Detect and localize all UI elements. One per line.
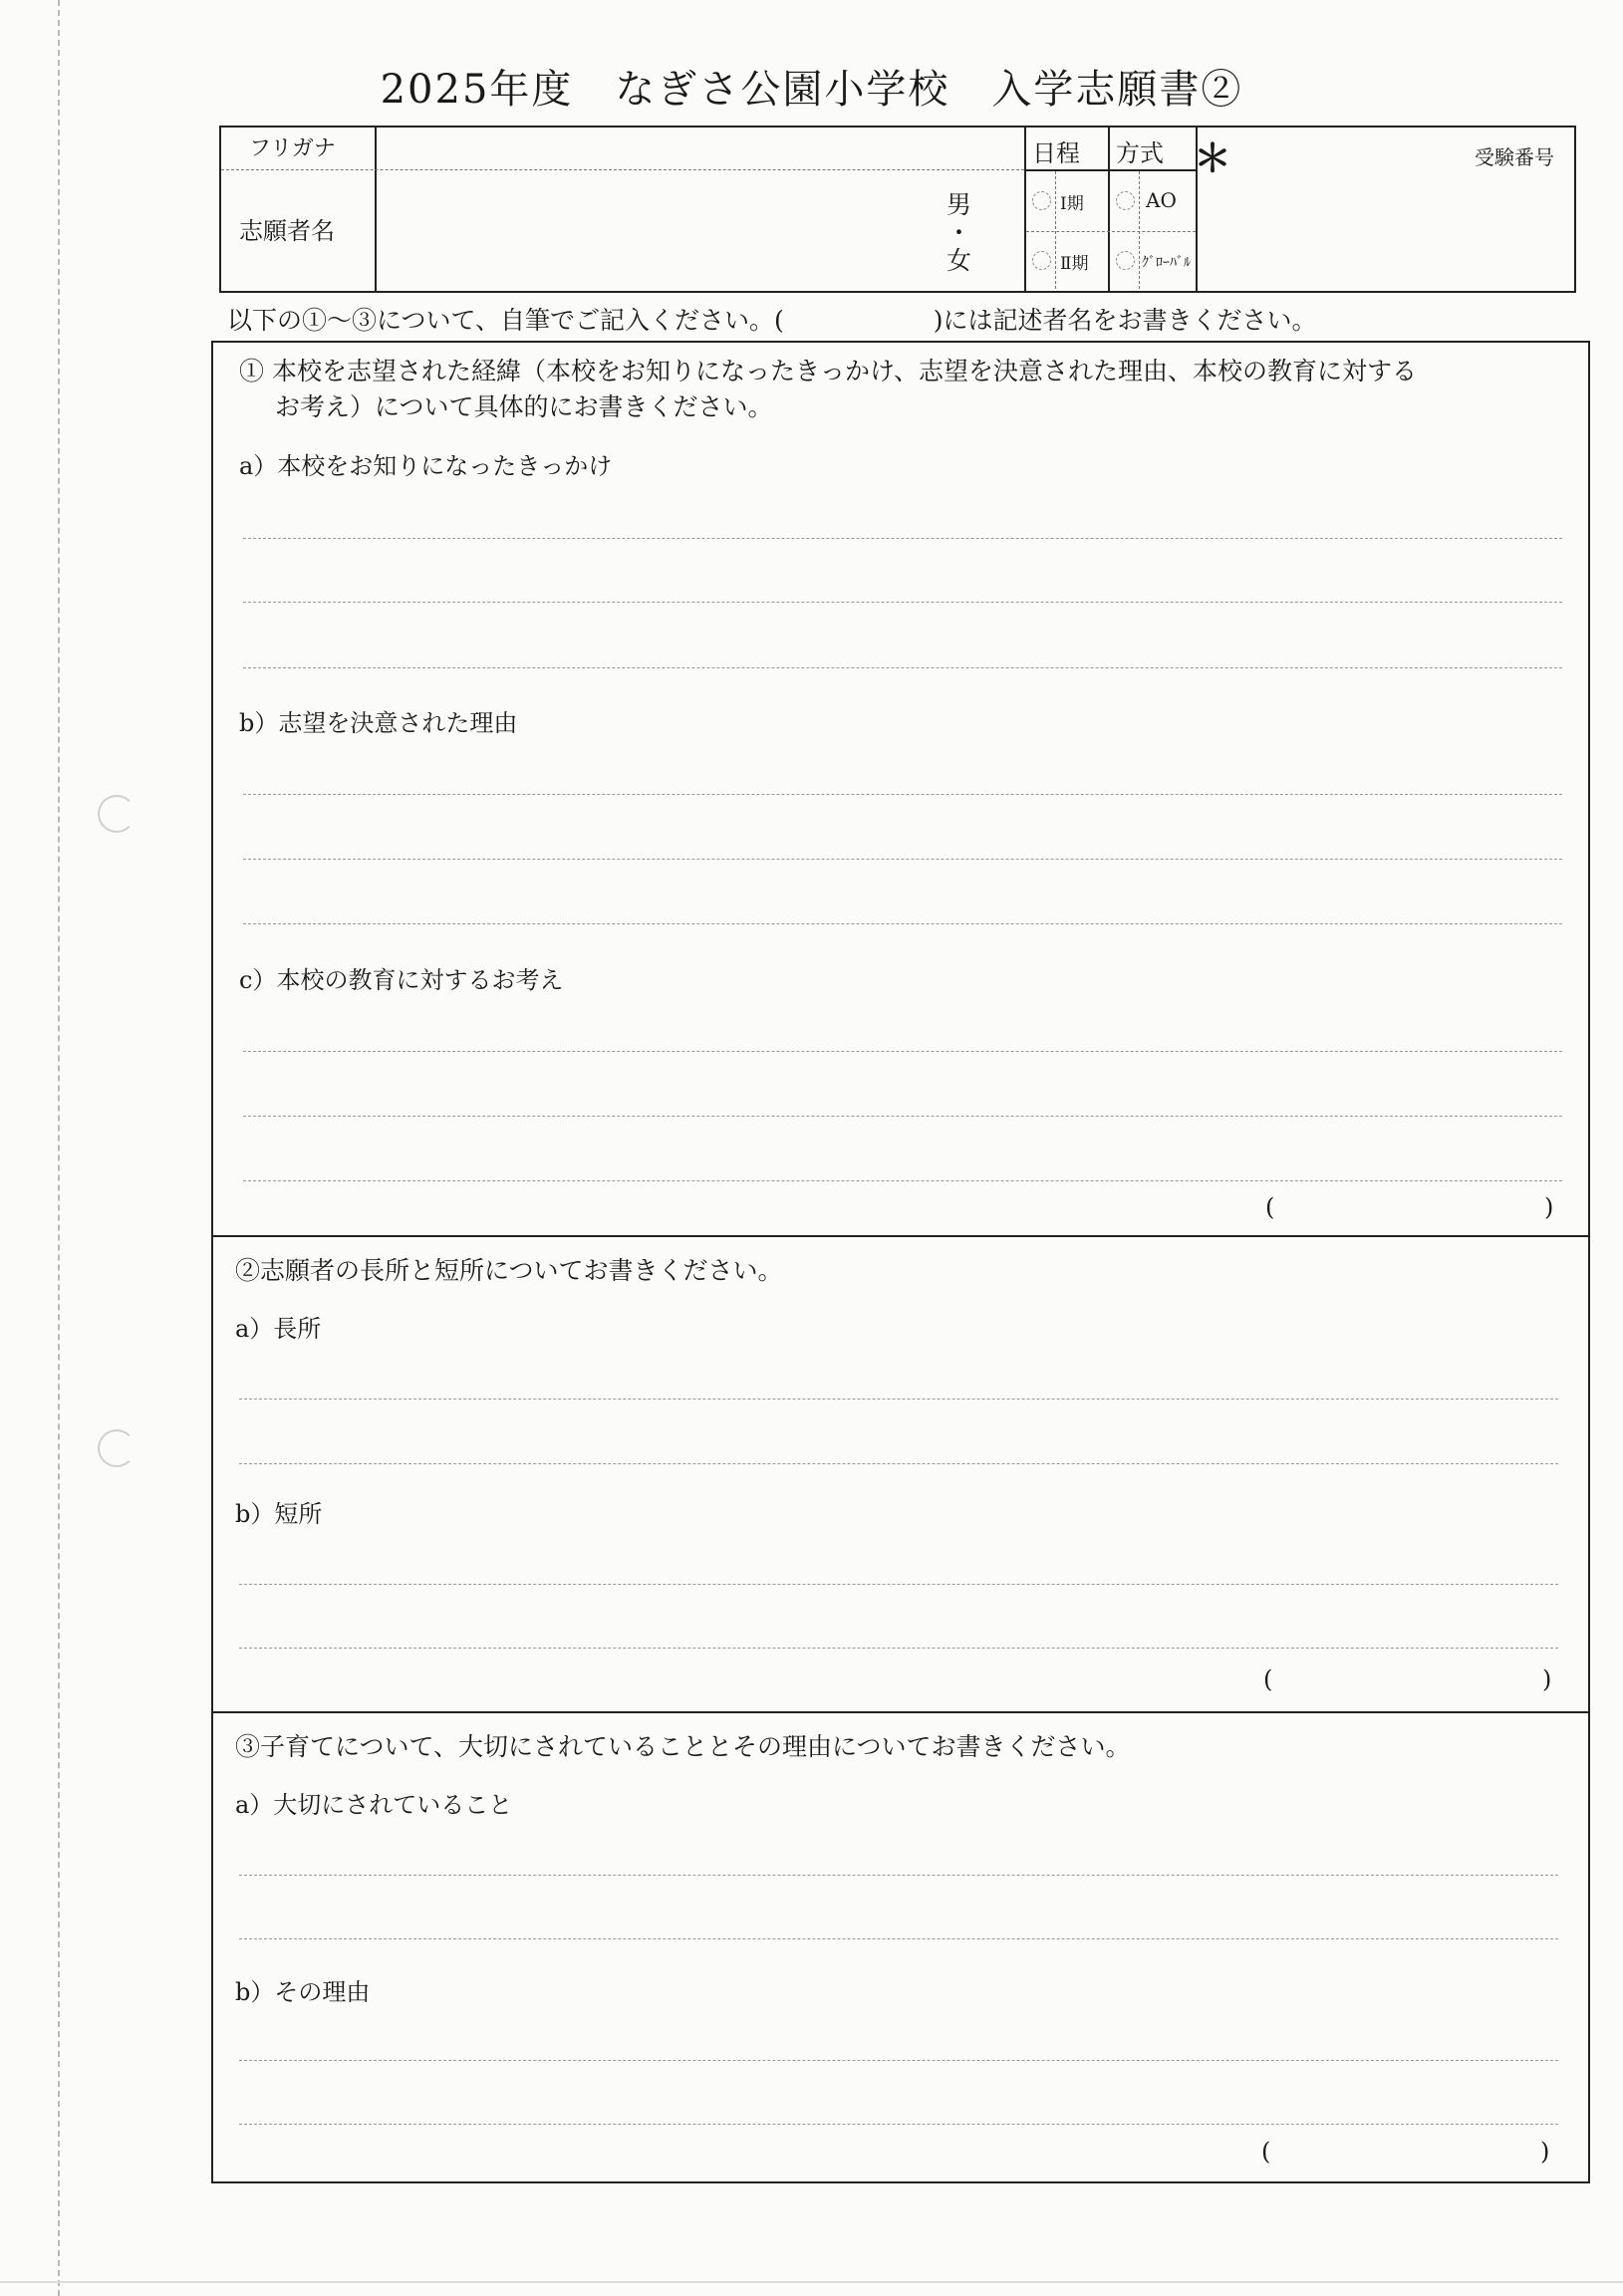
exam-number-field[interactable]	[1245, 171, 1564, 285]
page-bottom-edge	[0, 2281, 1623, 2283]
applicant-name-label: 志願者名	[239, 217, 335, 245]
section-3-question: ③子育てについて、大切にされていることとその理由についてお書きください。	[235, 1732, 1131, 1761]
schedule-1-label: Ⅰ期	[1060, 194, 1084, 214]
section-3-sub-b: b）その理由	[235, 1978, 371, 2006]
write-line[interactable]	[243, 1180, 1562, 1181]
gender-male-option[interactable]: 男	[947, 190, 972, 219]
furigana-field[interactable]	[379, 128, 1022, 167]
section-3-frame	[211, 1711, 1590, 2183]
method-header: 方式	[1116, 139, 1164, 167]
instructions: 以下の①～③について、自筆でご記入ください。( )には記述者名をお書きください。	[227, 306, 1317, 335]
write-line[interactable]	[243, 538, 1562, 539]
write-line[interactable]	[239, 1875, 1558, 1876]
method-global-radio[interactable]	[1116, 251, 1135, 270]
section-1-sub-a: a）本校をお知りになったきっかけ	[239, 452, 613, 480]
section-3-writer-name-field[interactable]	[1281, 2140, 1530, 2169]
writer-name-close-paren: )	[1540, 2138, 1550, 2166]
write-line[interactable]	[243, 667, 1562, 668]
section-1-question-line2: お考え）について具体的にお書きください。	[275, 392, 773, 421]
write-line[interactable]	[239, 1648, 1558, 1649]
write-line[interactable]	[243, 602, 1562, 603]
schedule-header: 日程	[1032, 139, 1080, 167]
schedule-1-radio[interactable]	[1032, 191, 1051, 210]
section-2-sub-b: b）短所	[235, 1500, 323, 1528]
office-use-asterisk: ＊	[1194, 135, 1232, 180]
punch-hole	[98, 795, 135, 833]
section-1-sub-c: c）本校の教育に対するお考え	[239, 966, 564, 994]
write-line[interactable]	[243, 794, 1562, 795]
method-ao-radio[interactable]	[1116, 191, 1135, 210]
method-global-label: ｸﾞﾛｰﾊﾞﾙ	[1142, 255, 1191, 271]
write-line[interactable]	[243, 1116, 1562, 1117]
section-1-writer-name-field[interactable]	[1285, 1195, 1534, 1225]
applicant-name-field[interactable]	[379, 173, 937, 285]
gender-separator: ・	[947, 218, 972, 247]
write-line[interactable]	[239, 2124, 1558, 2125]
schedule-2-label: Ⅱ期	[1060, 254, 1089, 274]
writer-name-close-paren: )	[1542, 1665, 1552, 1693]
furigana-label: フリガナ	[249, 136, 336, 161]
writer-name-close-paren: )	[1544, 1193, 1554, 1221]
section-1-question-line1: ① 本校を志望された経緯（本校をお知りになったきっかけ、志望を決意された理由、本校の教育に対する	[239, 357, 1417, 385]
document-title: 2025年度 なぎさ公園小学校 入学志願書②	[380, 67, 1243, 113]
punch-hole	[98, 1429, 135, 1467]
writer-name-open-paren: (	[1261, 2138, 1271, 2166]
write-line[interactable]	[243, 1051, 1562, 1052]
write-line[interactable]	[239, 1399, 1558, 1400]
method-ao-label: AO	[1146, 188, 1177, 212]
section-1-sub-b: b）志望を決意された理由	[239, 709, 518, 737]
section-2-writer-name-field[interactable]	[1283, 1667, 1532, 1697]
gender-female-option[interactable]: 女	[947, 246, 972, 275]
section-3-sub-a: a）大切にされていること	[235, 1791, 513, 1819]
exam-number-label: 受験番号	[1475, 145, 1554, 169]
schedule-2-radio[interactable]	[1032, 251, 1051, 270]
writer-name-open-paren: (	[1263, 1665, 1273, 1693]
write-line[interactable]	[243, 859, 1562, 860]
binding-margin-line	[58, 0, 60, 2296]
write-line[interactable]	[239, 2060, 1558, 2061]
write-line[interactable]	[239, 1463, 1558, 1464]
section-2-sub-a: a）長所	[235, 1315, 322, 1343]
write-line[interactable]	[239, 1584, 1558, 1585]
writer-name-open-paren: (	[1265, 1193, 1275, 1221]
section-2-question: ②志願者の長所と短所についてお書きください。	[235, 1256, 783, 1285]
write-line[interactable]	[243, 923, 1562, 924]
write-line[interactable]	[239, 1938, 1558, 1939]
section-2-frame	[211, 1235, 1590, 1713]
